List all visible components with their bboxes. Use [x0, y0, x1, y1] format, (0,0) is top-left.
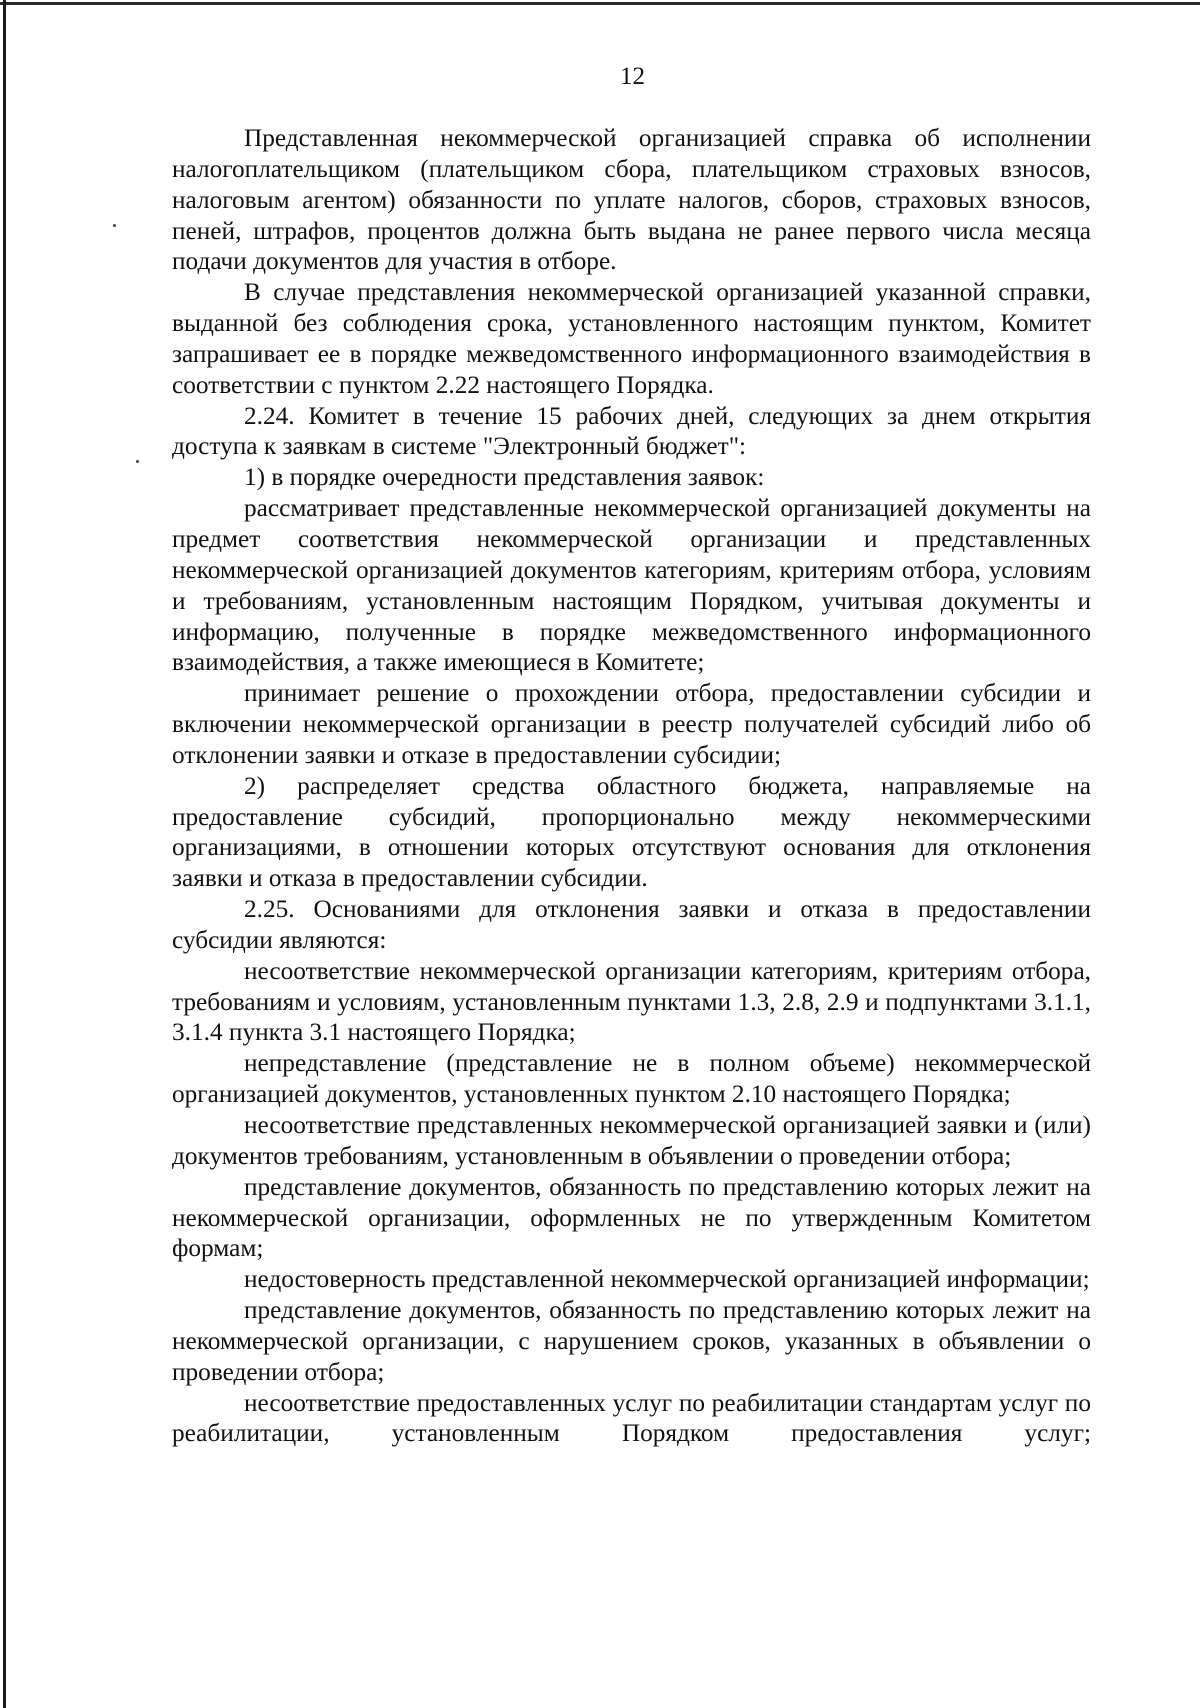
document-body — [172, 123, 1091, 1449]
paragraph: 2.25. Основаниями для отклонения заявки и отказа в предоставлении субсидии являются: — [172, 895, 1091, 954]
scan-border-left — [3, 0, 6, 1708]
paragraph: непредставление (представление не в полном объеме) некоммерческой организацией документов, установленных пунктом 2.10 настоящего Порядка; — [172, 1049, 1091, 1109]
page-number: 12 — [620, 63, 645, 90]
paragraph: представление документов, обязанность по представлению которых лежит на некоммерческой организации, оформленных не по утвержденным Комитетом формам; — [172, 1172, 1091, 1263]
scan-speck — [113, 224, 116, 227]
paragraph: недостоверность представленной некоммерческой организацией информации; — [244, 1265, 1090, 1294]
paragraph: несоответствие предоставленных услуг по реабилитации стандартам услуг по реабилитации, установленным Порядком предоставления услуг; — [172, 1388, 1091, 1448]
paragraph: рассматривает представленные некоммерческой организацией документы на предмет соответствия некоммерческой организации и представленных некоммерческой организацией документов категориям, критериям отбора, условиям и требованиям, установленным настоящим Порядком, учитывая документы и информацию, полученные в порядке межведомственного информационного взаимодействия, а также имеющиеся в Комитете; — [172, 494, 1091, 677]
scan-speck — [136, 460, 139, 463]
paragraph: Представленная некоммерческой организацией справка об исполнении налогоплательщиком (плательщиком сбора, плательщиком страховых взносов, налоговым агентом) обязанности по уплате налогов, сборов, страховых взносов, пеней, штрафов, процентов должна быть выдана не ранее первого числа месяца подачи документов для участия в отборе. — [172, 124, 1091, 276]
paragraph: 2.24. Комитет в течение 15 рабочих дней, следующих за днем открытия доступа к заявкам в системе "Электронный бюджет": — [172, 401, 1091, 461]
paragraph: В случае представления некоммерческой организацией указанной справки, выданной без соблюдения срока, установленного настоящим пунктом, Комитет запрашивает ее в порядке межведомственного информационного взаимодействия в соответствии с пунктом 2.22 настоящего Порядка. — [172, 278, 1091, 399]
paragraph: 1) в порядке очередности представления заявок: — [244, 463, 765, 492]
scan-border-top — [0, 2, 1200, 5]
paragraph: несоответствие некоммерческой организации категориям, критериям отбора, требованиям и условиям, установленным пунктами 1.3, 2.8, 2.9 и подпунктами 3.1.1, 3.1.4 пункта 3.1 настоящего Порядка; — [172, 956, 1091, 1047]
paragraph: принимает решение о прохождении отбора, предоставлении субсидии и включении некоммерческой организации в реестр получателей субсидий либо об отклонении заявки и отказе в предоставлении субсидии; — [172, 679, 1091, 769]
paragraph: несоответствие представленных некоммерческой организацией заявки и (или) документов требованиям, установленным в объявлении о проведении отбора; — [172, 1111, 1091, 1170]
paragraph: представление документов, обязанность по представлению которых лежит на некоммерческой организации, с нарушением сроков, указанных в объявлении о проведении отбора; — [172, 1296, 1091, 1386]
paragraph: 2) распределяет средства областного бюджета, направляемые на предоставление субсидий, пропорционально между некоммерческими организациями, в отношении которых отсутствуют основания для отклонения заявки и отказа в предоставлении субсидии. — [172, 771, 1091, 893]
